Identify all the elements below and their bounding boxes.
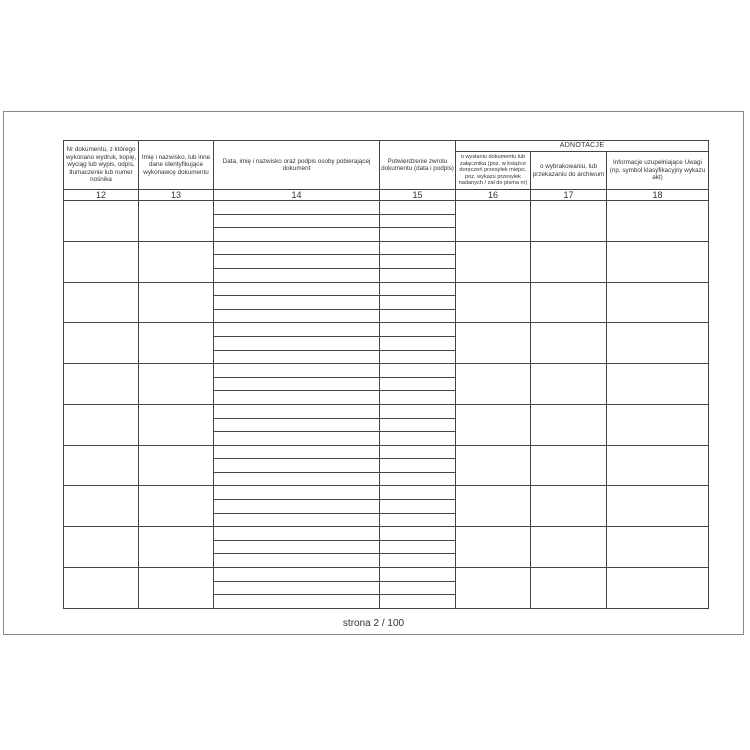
cell-doc-number[interactable] [64, 445, 139, 486]
cell-collector-line[interactable] [214, 350, 380, 364]
cell-return-line[interactable] [380, 255, 456, 269]
cell-return-line[interactable] [380, 377, 456, 391]
cell-return-line[interactable] [380, 323, 456, 337]
register-page [3, 111, 744, 635]
cell-collector-line[interactable] [214, 432, 380, 446]
cell-notes[interactable] [607, 364, 709, 405]
cell-return-line[interactable] [380, 540, 456, 554]
cell-return-line[interactable] [380, 364, 456, 378]
cell-collector-line[interactable] [214, 472, 380, 486]
cell-notes[interactable] [607, 201, 709, 242]
cell-notes[interactable] [607, 486, 709, 527]
cell-return-line[interactable] [380, 595, 456, 609]
cell-doc-number[interactable] [64, 282, 139, 323]
cell-archive[interactable] [531, 445, 607, 486]
cell-dispatch[interactable] [456, 282, 531, 323]
cell-archive[interactable] [531, 282, 607, 323]
cell-dispatch[interactable] [456, 445, 531, 486]
cell-return-line[interactable] [380, 513, 456, 527]
cell-archive[interactable] [531, 527, 607, 568]
cell-collector-line[interactable] [214, 527, 380, 541]
cell-notes[interactable] [607, 568, 709, 609]
column-number: 12 [64, 190, 139, 201]
cell-executor[interactable] [139, 568, 214, 609]
cell-doc-number[interactable] [64, 486, 139, 527]
cell-doc-number[interactable] [64, 201, 139, 242]
cell-return-line[interactable] [380, 350, 456, 364]
column-number: 13 [139, 190, 214, 201]
cell-return-line[interactable] [380, 500, 456, 514]
cell-executor[interactable] [139, 323, 214, 364]
cell-dispatch[interactable] [456, 364, 531, 405]
cell-collector-line[interactable] [214, 201, 380, 215]
cell-dispatch[interactable] [456, 404, 531, 445]
cell-return-line[interactable] [380, 201, 456, 215]
cell-notes[interactable] [607, 404, 709, 445]
entry-row [64, 568, 709, 582]
cell-collector-line[interactable] [214, 445, 380, 459]
cell-return-line[interactable] [380, 241, 456, 255]
cell-collector-line[interactable] [214, 282, 380, 296]
cell-dispatch[interactable] [456, 201, 531, 242]
entry-row [64, 364, 709, 378]
cell-return-line[interactable] [380, 459, 456, 473]
cell-archive[interactable] [531, 241, 607, 282]
cell-return-line[interactable] [380, 418, 456, 432]
cell-return-line[interactable] [380, 214, 456, 228]
cell-return-line[interactable] [380, 554, 456, 568]
cell-dispatch[interactable] [456, 568, 531, 609]
cell-collector-line[interactable] [214, 568, 380, 582]
cell-collector-line[interactable] [214, 268, 380, 282]
entry-row [64, 486, 709, 500]
column-number: 14 [214, 190, 380, 201]
cell-collector-line[interactable] [214, 296, 380, 310]
cell-executor[interactable] [139, 282, 214, 323]
column-number: 17 [531, 190, 607, 201]
cell-return-line[interactable] [380, 445, 456, 459]
cell-archive[interactable] [531, 323, 607, 364]
cell-collector-line[interactable] [214, 595, 380, 609]
cell-collector-line[interactable] [214, 404, 380, 418]
cell-return-line[interactable] [380, 282, 456, 296]
cell-return-line[interactable] [380, 296, 456, 310]
cell-collector-line[interactable] [214, 309, 380, 323]
cell-executor[interactable] [139, 364, 214, 405]
cell-collector-line[interactable] [214, 336, 380, 350]
cell-executor[interactable] [139, 445, 214, 486]
entry-row [64, 527, 709, 541]
cell-collector-line[interactable] [214, 391, 380, 405]
header-doc-number: Nr dokumentu, z którego wykonano wydruk, kopię, wyciąg lub wypis, odpis, tłumaczenie lub numer nośnika [64, 141, 139, 190]
cell-doc-number[interactable] [64, 404, 139, 445]
cell-collector-line[interactable] [214, 241, 380, 255]
header-notes: Informacje uzupełniające Uwagi (np. symbol klasyfikacyjny wykazu akt) [607, 152, 709, 190]
entry-row [64, 323, 709, 337]
column-number: 18 [607, 190, 709, 201]
cell-archive[interactable] [531, 364, 607, 405]
cell-return-line[interactable] [380, 472, 456, 486]
cell-return-line[interactable] [380, 228, 456, 242]
cell-collector-line[interactable] [214, 364, 380, 378]
cell-return-line[interactable] [380, 581, 456, 595]
cell-collector-line[interactable] [214, 214, 380, 228]
cell-notes[interactable] [607, 282, 709, 323]
cell-return-line[interactable] [380, 404, 456, 418]
cell-return-line[interactable] [380, 486, 456, 500]
cell-archive[interactable] [531, 201, 607, 242]
register-body [64, 201, 709, 609]
cell-collector-line[interactable] [214, 500, 380, 514]
header-return-confirmation: Potwierdzenie zwrotu dokumentu (data i podpis) [380, 141, 456, 190]
cell-collector-line[interactable] [214, 513, 380, 527]
header-adnotacje: ADNOTACJE [456, 141, 709, 152]
cell-doc-number[interactable] [64, 241, 139, 282]
cell-return-line[interactable] [380, 336, 456, 350]
register-table [63, 140, 709, 609]
cell-archive[interactable] [531, 486, 607, 527]
cell-dispatch[interactable] [456, 323, 531, 364]
cell-collector-line[interactable] [214, 255, 380, 269]
entry-row [64, 445, 709, 459]
cell-return-line[interactable] [380, 309, 456, 323]
cell-doc-number[interactable] [64, 364, 139, 405]
cell-dispatch[interactable] [456, 527, 531, 568]
cell-collector-line[interactable] [214, 323, 380, 337]
cell-return-line[interactable] [380, 568, 456, 582]
cell-doc-number[interactable] [64, 527, 139, 568]
cell-executor[interactable] [139, 241, 214, 282]
header-dispatch: o wysłaniu dokumentu lub załącznika (poz. w książce doręczeń przesyłek miejsc. poz. wykazu przesyłek nadanych / zał do pisma nr) [456, 152, 531, 190]
column-number-row [64, 190, 709, 201]
cell-dispatch[interactable] [456, 486, 531, 527]
cell-executor[interactable] [139, 404, 214, 445]
cell-executor[interactable] [139, 527, 214, 568]
entry-row [64, 201, 709, 215]
cell-return-line[interactable] [380, 391, 456, 405]
cell-notes[interactable] [607, 527, 709, 568]
cell-collector-line[interactable] [214, 459, 380, 473]
header-collector: Data, imię i nazwisko oraz podpis osoby pobierającej dokument [214, 141, 380, 190]
header-executor: Imię i nazwisko, lub inne dane identyfikujące wykonawcę dokumentu [139, 141, 214, 190]
cell-archive[interactable] [531, 568, 607, 609]
cell-collector-line[interactable] [214, 486, 380, 500]
cell-dispatch[interactable] [456, 241, 531, 282]
cell-executor[interactable] [139, 486, 214, 527]
cell-notes[interactable] [607, 323, 709, 364]
cell-collector-line[interactable] [214, 554, 380, 568]
cell-notes[interactable] [607, 241, 709, 282]
column-number: 16 [456, 190, 531, 201]
cell-collector-line[interactable] [214, 418, 380, 432]
cell-collector-line[interactable] [214, 540, 380, 554]
header-archive: o wybrakowaniu, lub przekazaniu do archiwum [531, 152, 607, 190]
cell-return-line[interactable] [380, 432, 456, 446]
column-number: 15 [380, 190, 456, 201]
entry-row [64, 282, 709, 296]
cell-executor[interactable] [139, 201, 214, 242]
cell-doc-number[interactable] [64, 323, 139, 364]
page-footer: strona 2 / 100 [342, 618, 405, 629]
cell-doc-number[interactable] [64, 568, 139, 609]
cell-return-line[interactable] [380, 527, 456, 541]
cell-collector-line[interactable] [214, 228, 380, 242]
entry-row [64, 241, 709, 255]
cell-archive[interactable] [531, 404, 607, 445]
cell-collector-line[interactable] [214, 581, 380, 595]
entry-row [64, 404, 709, 418]
cell-notes[interactable] [607, 445, 709, 486]
cell-return-line[interactable] [380, 268, 456, 282]
cell-collector-line[interactable] [214, 377, 380, 391]
